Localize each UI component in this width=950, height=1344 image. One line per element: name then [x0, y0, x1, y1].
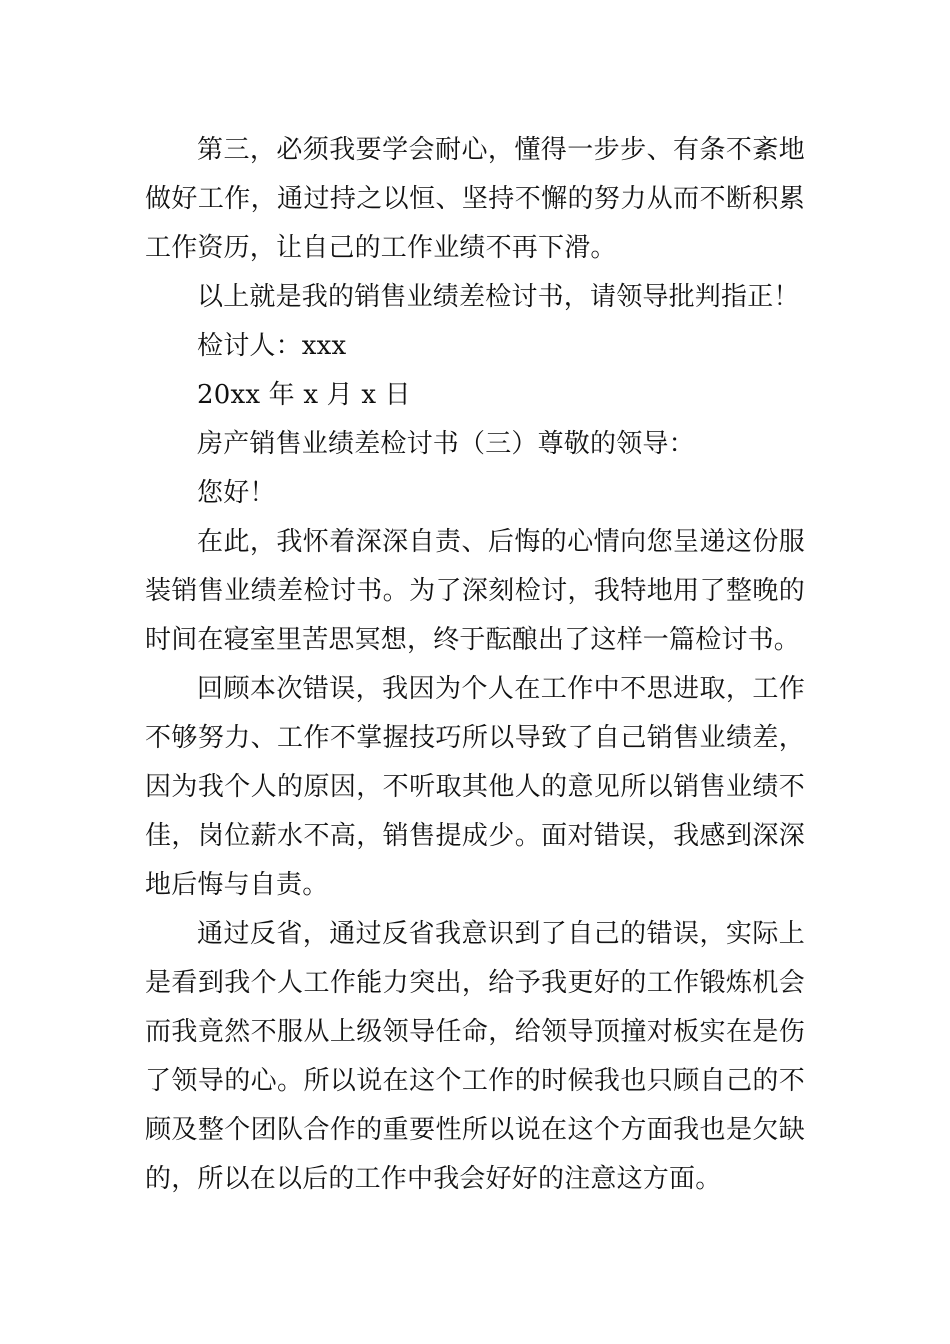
- paragraph-reflection: 通过反省，通过反省我意识到了自己的错误，实际上是看到我个人工作能力突出，给予我更好的工作锻炼机会而我竟然不服从上级领导任命，给领导顶撞对板实在是伤了领导的心。所以说在这个工作的时候我也只顾自己的不顾及整个团队合作的重要性所以说在这个方面我也是欠缺的，所以在以后的工作中我会好好的注意这方面。: [145, 919, 805, 1194]
- paragraph-intro: 在此，我怀着深深自责、后悔的心情向您呈递这份服装销售业绩差检讨书。为了深刻检讨，我特地用了整晚的时间在寝室里苦思冥想，终于酝酿出了这样一篇检讨书。: [145, 527, 805, 655]
- greeting-line: 您好！: [197, 478, 276, 508]
- section-title-three: 房产销售业绩差检讨书（三）尊敬的领导：: [197, 429, 695, 459]
- paragraph-third-point: 第三，必须我要学会耐心，懂得一步步、有条不紊地做好工作，通过持之以恒、坚持不懈的努力从而不断积累工作资历，让自己的工作业绩不再下滑。: [145, 135, 805, 263]
- signature-line: 检讨人：xxx: [197, 331, 347, 361]
- paragraph-review: 回顾本次错误，我因为个人在工作中不思进取，工作不够努力、工作不掌握技巧所以导致了自己销售业绩差，因为我个人的原因，不听取其他人的意见所以销售业绩不佳，岗位薪水不高，销售提成少。面对错误，我感到深深地后悔与自责。: [145, 674, 805, 900]
- date-line: 20xx 年 x 月 x 日: [197, 380, 411, 410]
- paragraph-closing: 以上就是我的销售业绩差检讨书，请领导批判指正！: [197, 282, 800, 312]
- document-body: [145, 126, 805, 1204]
